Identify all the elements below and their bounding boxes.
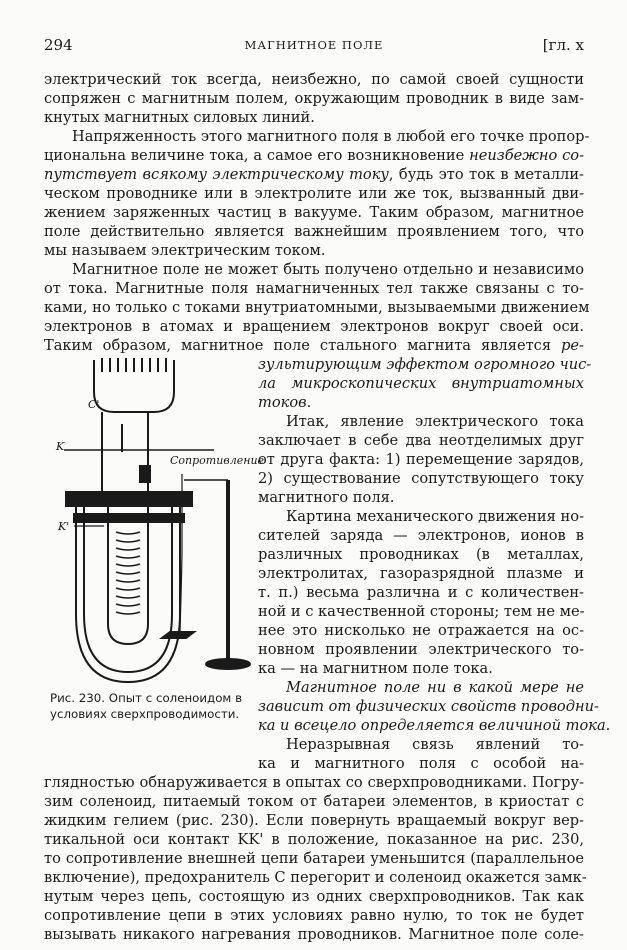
- text-line: сопротивление цепи в этих условиях равно нулю, то ток не будет: [44, 907, 584, 924]
- label-c-prime: C': [88, 398, 100, 411]
- text-line: то сопротивление внешней цепи батареи уменьшится (параллельное: [44, 850, 584, 867]
- text-line: жидким гелием (рис. 230). Если повернуть вращаемый вокруг вер-: [44, 812, 584, 829]
- text-line: Итак, явление электрического тока: [286, 413, 584, 430]
- text-line: Магнитное поле не может быть получено отдельно и независимо: [72, 261, 584, 278]
- text-line: заключает в себе два неотделимых друг: [258, 432, 584, 449]
- text-line: от друга факта: 1) перемещение зарядов,: [258, 451, 584, 468]
- text-line: зависит от физических свойств проводни-: [258, 698, 599, 715]
- text-line: сопряжен с магнитным полем, окружающим проводник в виде зам-: [44, 90, 584, 107]
- text-line: путствует всякому электрическому току, будь это ток в металли-: [44, 166, 584, 183]
- solenoid-diagram: [44, 352, 256, 692]
- text-line: новном проявлении электрического то-: [258, 641, 584, 658]
- text-line: т. п.) весьма различна и с количествен-: [258, 584, 584, 601]
- text-line: электрический ток всегда, неизбежно, по самой своей сущности: [44, 71, 584, 88]
- text-line: ческом проводнике или в электролите или же ток, вызванный дви-: [44, 185, 584, 202]
- text-line: циональна величине тока, а самое его возникновение неизбежно со-: [44, 147, 585, 164]
- text-line: магнитного поля.: [258, 489, 395, 506]
- text-line: Напряженность этого магнитного поля в любой его точке пропор-: [72, 128, 590, 145]
- text-line: 2) существование сопутствующего току: [258, 470, 584, 487]
- text-line: глядностью обнаруживается в опытах со сверхпроводниками. Погру-: [44, 774, 584, 791]
- text-line: Таким образом, магнитное поле стального магнита является ре-: [44, 337, 584, 354]
- text-line: вызывать никакого нагревания проводников. Магнитное поле соле-: [44, 926, 584, 943]
- text-line: ками, но только с токами внутриатомными, вызываемыми движением: [44, 299, 590, 316]
- label-k: K: [56, 440, 65, 453]
- text-line: мы называем электрическим током.: [44, 242, 326, 259]
- text-line: нутым через цепь, состоящую из одних сверхпроводников. Так как: [44, 888, 584, 905]
- text-line: различных проводниках (в металлах,: [258, 546, 584, 563]
- page-number: 294: [44, 36, 73, 54]
- text-line: Магнитное поле ни в какой мере не: [286, 679, 584, 696]
- text-line: ка — на магнитном поле тока.: [258, 660, 493, 677]
- text-line: ной и с качественной стороны; тем не ме-: [258, 603, 585, 620]
- text-line: токов.: [258, 394, 312, 411]
- label-resistance: Сопротивление: [170, 454, 265, 467]
- text-line: зим соленоид, питаемый током от батареи элементов, в криостат с: [44, 793, 584, 810]
- text-line: жением заряженных частиц в вакууме. Таким образом, магнитное: [44, 204, 584, 221]
- text-line: ла микроскопических внутриатомных: [258, 375, 584, 392]
- text-line: зультирующим эффектом огромного чис-: [258, 356, 592, 373]
- running-title: МАГНИТНОЕ ПОЛЕ: [244, 38, 384, 52]
- text-line: Картина механического движения но-: [286, 508, 584, 525]
- figure-caption: Рис. 230. Опыт с соленоидом в условиях сверхпроводимости.: [50, 691, 243, 721]
- chapter-marker: [гл. x: [542, 36, 584, 54]
- page-header: [44, 36, 584, 58]
- text-line: электролитах, газоразрядной плазме и: [258, 565, 584, 582]
- text-line: Неразрывная связь явлений то-: [286, 736, 584, 753]
- label-k-prime: K': [58, 520, 70, 533]
- text-line: от тока. Магнитные поля намагниченных тел также связаны с то-: [44, 280, 584, 297]
- text-line: сителей заряда — электронов, ионов в: [258, 527, 584, 544]
- figure-230-solenoid-cryostat: [44, 352, 265, 692]
- text-line: электронов в атомах и вращением электронов вокруг своей оси.: [44, 318, 584, 335]
- text-line: поле действительно является важнейшим проявлением того, что: [44, 223, 584, 240]
- text-line: нее это нисколько не отражается на ос-: [258, 622, 584, 639]
- text-line: включение), предохранитель C перегорит и соленоид окажется замк-: [44, 869, 587, 886]
- text-line: ка и магнитного поля с особой на-: [258, 755, 584, 772]
- text-line: тикальной оси контакт KK' в положение, показанное на рис. 230,: [44, 831, 584, 848]
- text-line: ка и всецело определяется величиной тока.: [258, 717, 611, 734]
- text-line: кнутых магнитных силовых линий.: [44, 109, 315, 126]
